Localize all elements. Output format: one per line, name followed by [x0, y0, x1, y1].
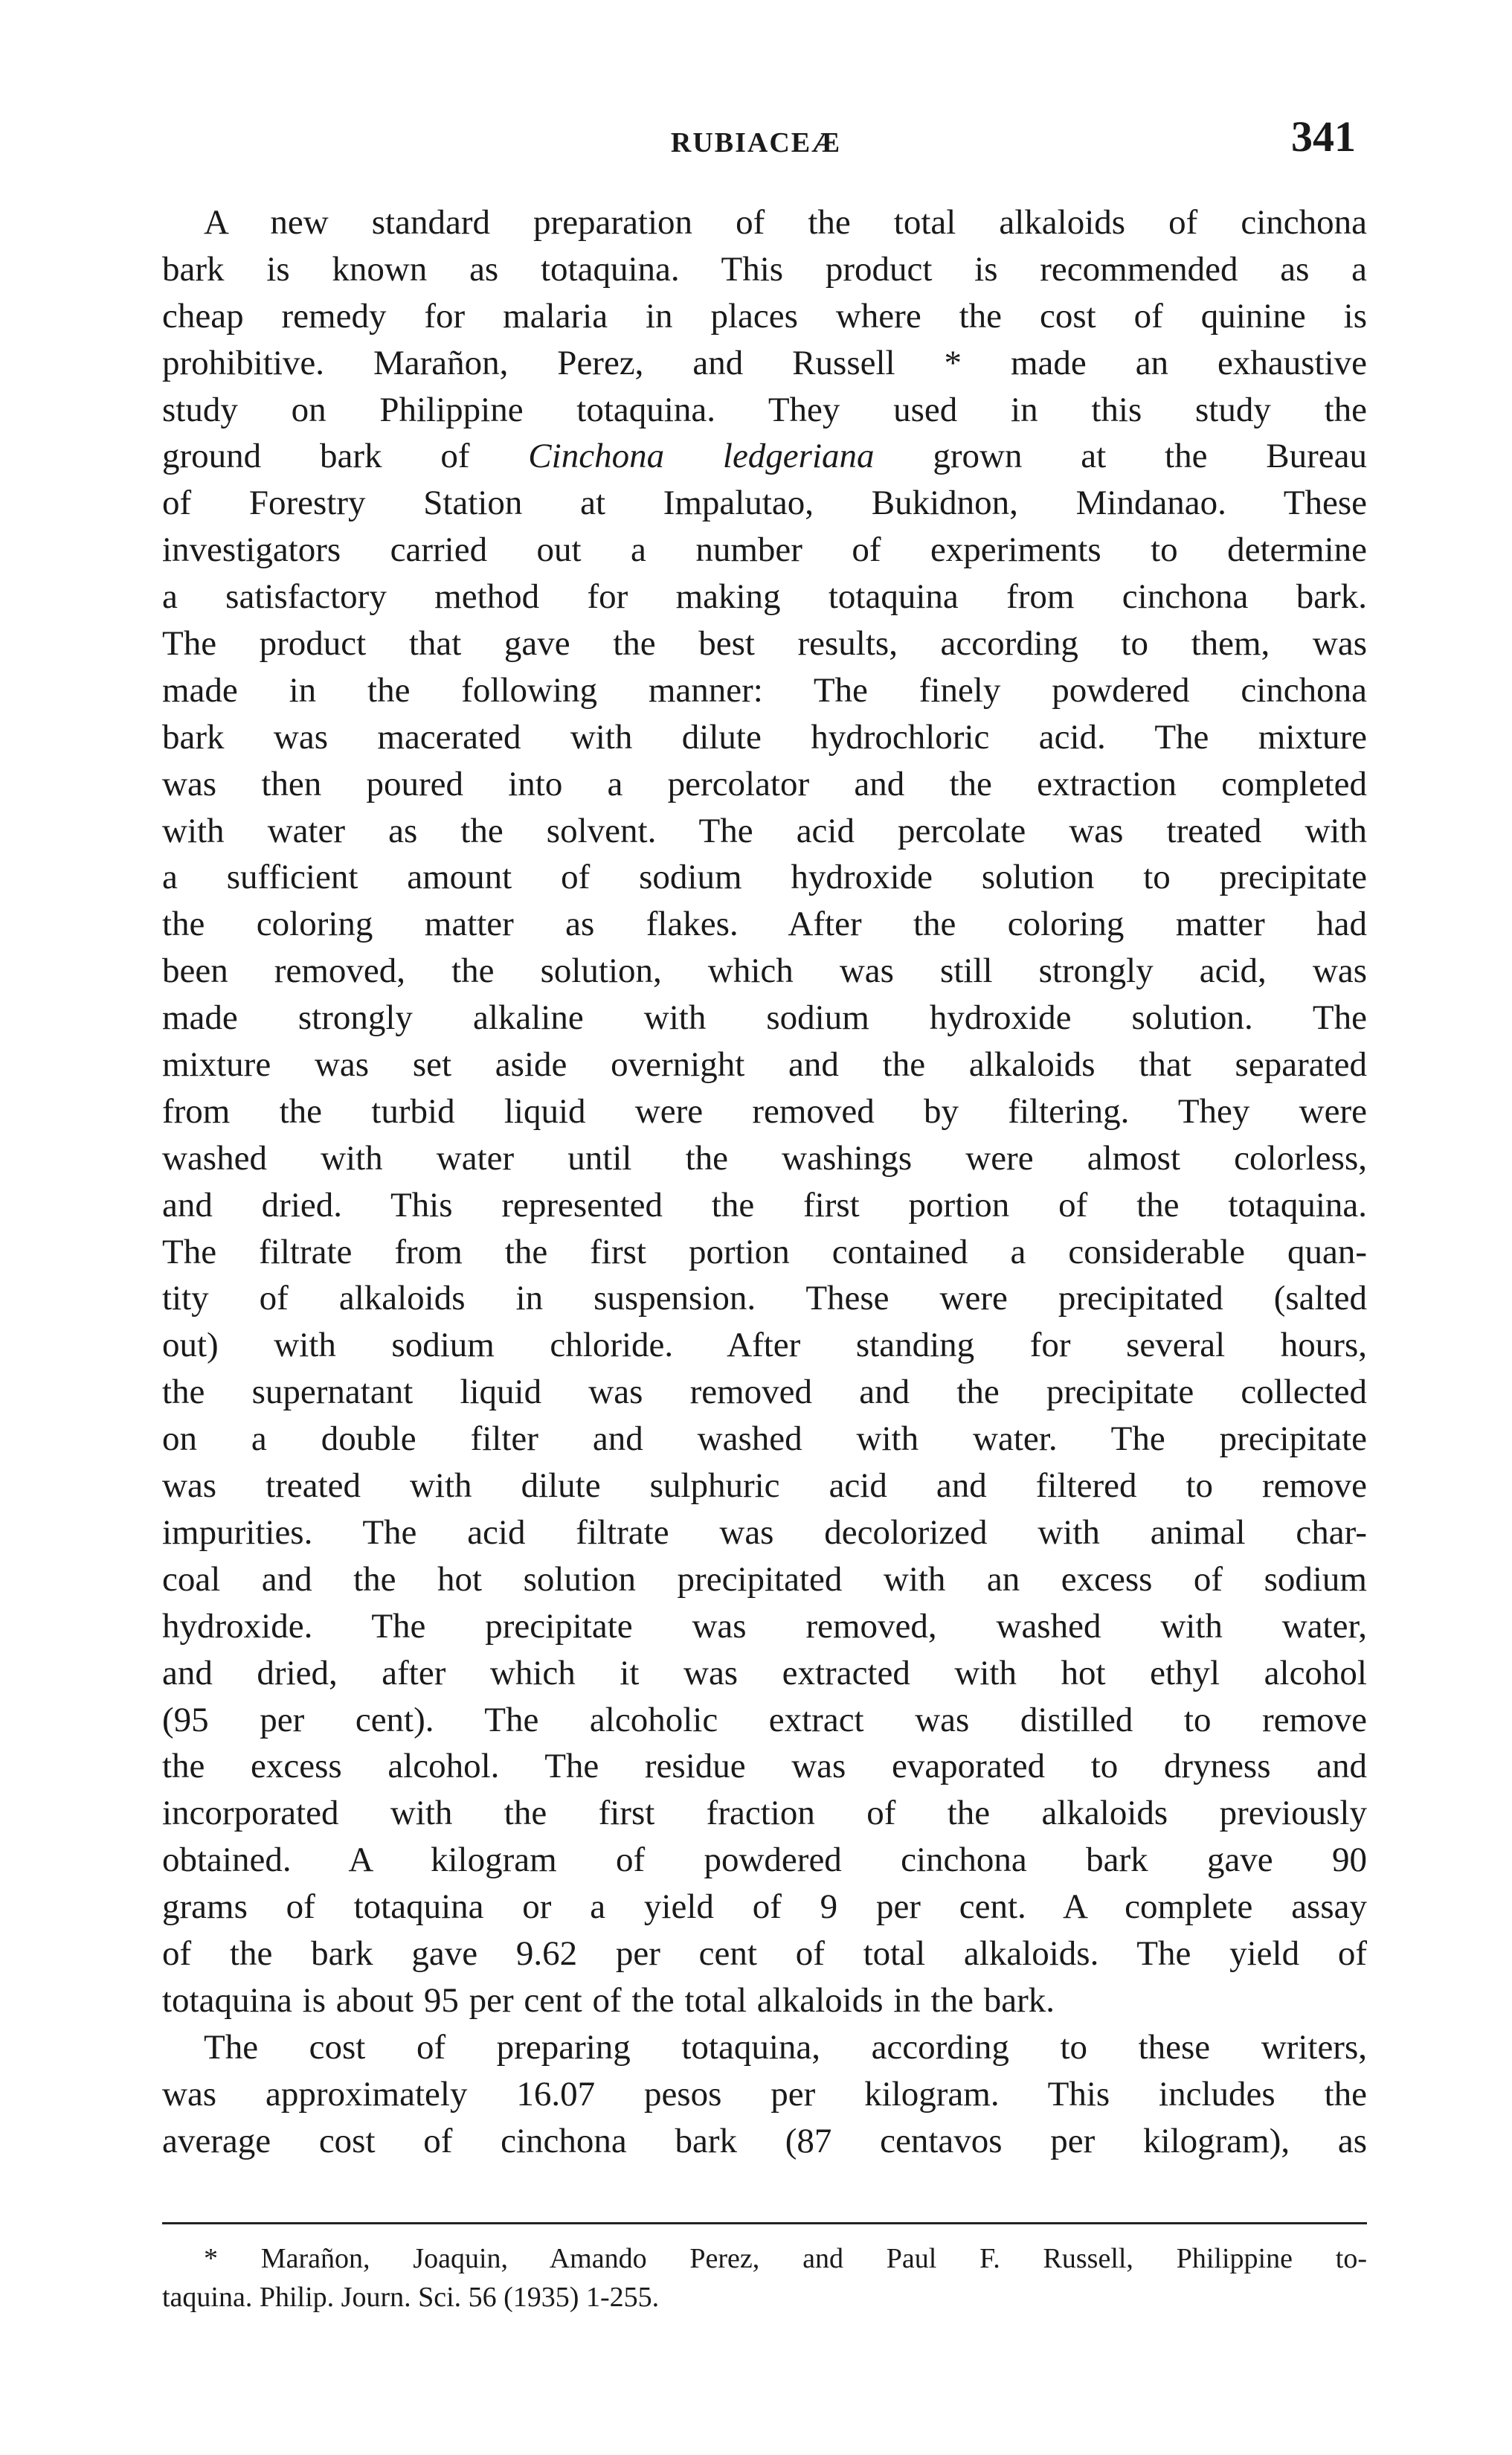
text-segment: grown at the Bureau	[933, 437, 1367, 476]
text-line: the supernatant liquid was removed and the precipitate collected	[162, 1373, 1367, 1412]
text-line: study on Philippine totaquina. They used in this study the	[162, 390, 1367, 429]
species-name: Cinchona ledgeriana	[528, 437, 875, 476]
text-line: the coloring matter as flakes. After the coloring matter had	[162, 905, 1367, 944]
text-line: tity of alkaloids in suspension. These were precipitated (salted	[162, 1279, 1367, 1318]
text-line: made strongly alkaline with sodium hydroxide solution. The	[162, 998, 1367, 1038]
text-line: of Forestry Station at Impalutao, Bukidnon, Mindanao. These	[162, 484, 1367, 523]
text-line: the excess alcohol. The residue was evaporated to dryness and	[162, 1747, 1367, 1786]
text-line: washed with water until the washings were almost colorless,	[162, 1138, 1367, 1178]
text-line: on a double filter and washed with water. The precipitate	[162, 1419, 1367, 1459]
text-line: obtained. A kilogram of powdered cinchona bark gave 90	[162, 1841, 1367, 1880]
text-line: (95 per cent). The alcoholic extract was distilled to remove	[162, 1700, 1367, 1739]
page-number: 341	[1291, 112, 1356, 161]
text-line: cheap remedy for malaria in places where the cost of quinine is	[162, 296, 1367, 336]
text-line: a sufficient amount of sodium hydroxide solution to precipitate	[162, 858, 1367, 897]
text-line: was approximately 16.07 pesos per kilogram. This includes the	[162, 2074, 1367, 2114]
text-line: a satisfactory method for making totaquina from cinchona bark.	[162, 577, 1367, 617]
text-line: from the turbid liquid were removed by filtering. They were	[162, 1091, 1367, 1131]
text-segment: ground bark of	[162, 437, 470, 476]
text-line: The product that gave the best results, according to them, was	[162, 624, 1367, 664]
running-head	[0, 112, 1512, 164]
footnote-line: * Marañon, Joaquin, Amando Perez, and Paul F. Russell, Philippine to-	[204, 2243, 1367, 2274]
text-line: out) with sodium chloride. After standing for several hours,	[162, 1326, 1367, 1365]
text-line: coal and the hot solution precipitated with an excess of sodium	[162, 1559, 1367, 1599]
text-line: average cost of cinchona bark (87 centavos per kilogram), as	[162, 2121, 1367, 2160]
text-line: made in the following manner: The finely powdered cinchona	[162, 670, 1367, 710]
text-line: The cost of preparing totaquina, according to these writers,	[204, 2027, 1367, 2067]
text-line-with-italic	[162, 433, 1367, 480]
text-line: bark was macerated with dilute hydrochloric acid. The mixture	[162, 717, 1367, 757]
text-line: been removed, the solution, which was still strongly acid, was	[162, 951, 1367, 991]
text-line: prohibitive. Marañon, Perez, and Russell * made an exhaustive	[162, 343, 1367, 382]
text-line: mixture was set aside overnight and the alkaloids that separated	[162, 1045, 1367, 1085]
footnote-line: taquina. Philip. Journ. Sci. 56 (1935) 1-255.	[162, 2282, 660, 2313]
body-text	[162, 199, 1367, 2164]
running-head-title: RUBIACEÆ	[670, 127, 842, 158]
text-line: and dried. This represented the first portion of the totaquina.	[162, 1185, 1367, 1225]
text-line: was then poured into a percolator and the extraction completed	[162, 764, 1367, 803]
text-line: incorporated with the first fraction of the alkaloids previously	[162, 1794, 1367, 1833]
text-line: and dried, after which it was extracted with hot ethyl alcohol	[162, 1653, 1367, 1692]
text-line: totaquina is about 95 per cent of the total alkaloids in the bark.	[162, 1980, 1055, 2020]
text-line: investigators carried out a number of experiments to determine	[162, 530, 1367, 570]
text-line: grams of totaquina or a yield of 9 per cent. A complete assay	[162, 1887, 1367, 1927]
footnote-divider	[162, 2222, 1367, 2224]
text-line: bark is known as totaquina. This product is recommended as a	[162, 249, 1367, 289]
text-line: of the bark gave 9.62 per cent of total alkaloids. The yield of	[162, 1933, 1367, 1973]
text-line: with water as the solvent. The acid percolate was treated with	[162, 811, 1367, 850]
text-line: The filtrate from the first portion contained a considerable quan-	[162, 1232, 1367, 1271]
text-line: A new standard preparation of the total alkaloids of cinchona	[204, 203, 1367, 242]
text-line: hydroxide. The precipitate was removed, washed with water,	[162, 1606, 1367, 1646]
text-line: was treated with dilute sulphuric acid and filtered to remove	[162, 1466, 1367, 1506]
footnote	[162, 2239, 1367, 2317]
text-line: impurities. The acid filtrate was decolorized with animal char-	[162, 1512, 1367, 1552]
